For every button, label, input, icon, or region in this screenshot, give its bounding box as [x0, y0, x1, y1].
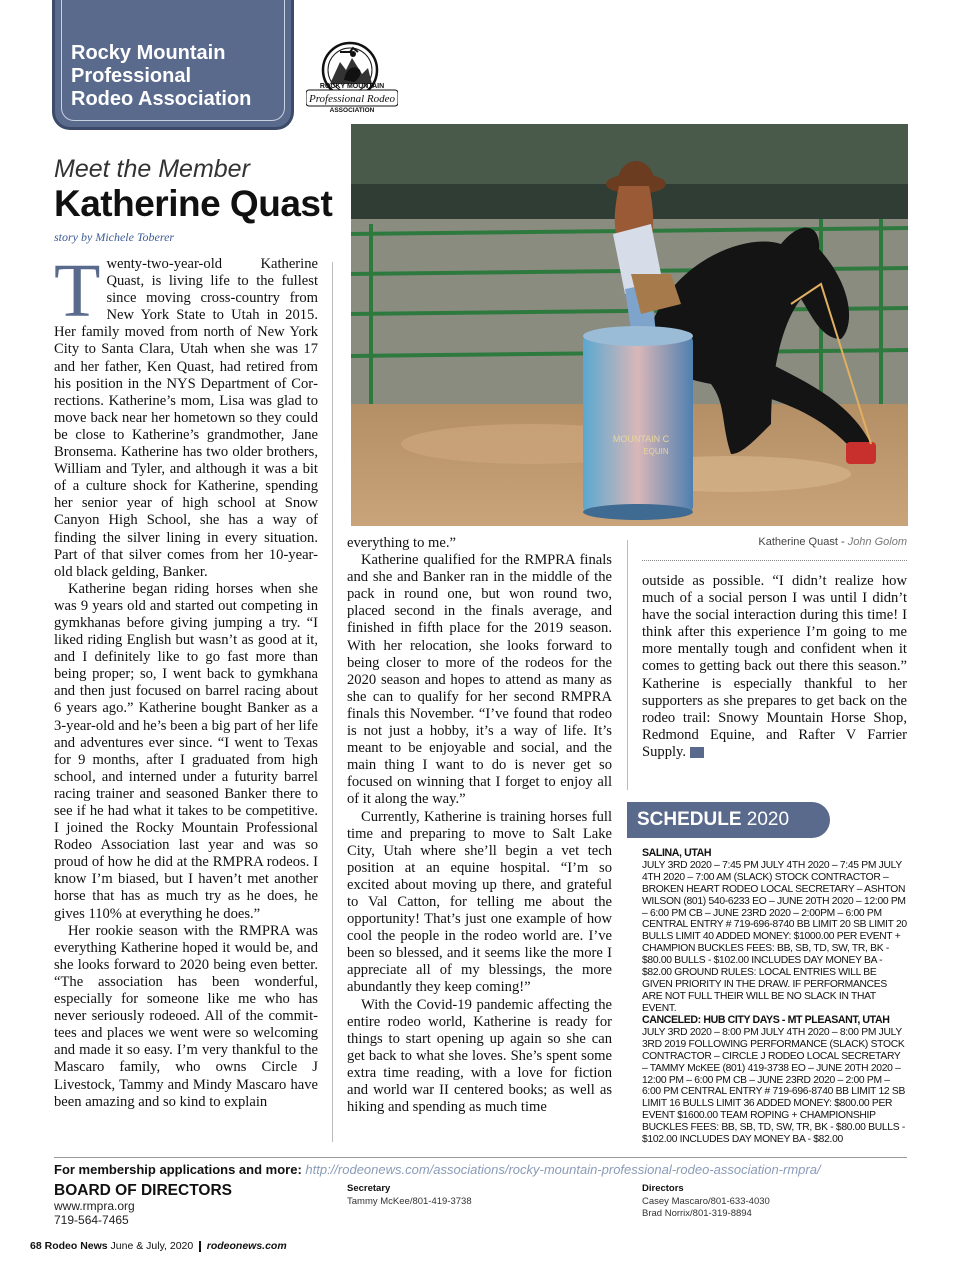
article-paragraph: With the Covid-19 pandemic affecting the entire rodeo world, Katherine is ready for things to start opening up again so she can get back to what she loves. She’s spent some extra time reading, with a love for fiction and world war II centered books; as well as hiking and spending as much time	[347, 996, 612, 1116]
directors-heading: Directors	[642, 1183, 684, 1194]
folio-separator	[199, 1241, 201, 1252]
membership-line	[54, 1162, 821, 1177]
membership-link[interactable]: http://rodeonews.com/associations/rocky-mountain-professional-rodeo-association-rmpra/	[305, 1162, 821, 1177]
website-link[interactable]: www.rmpra.org	[54, 1199, 135, 1213]
barrel-racing-photo	[351, 124, 908, 526]
secretary-column	[347, 1183, 472, 1208]
secretary-contact: Tammy McKee/801-419-3738	[347, 1195, 472, 1207]
magazine-name: Rodeo News	[44, 1240, 108, 1252]
schedule-heading	[627, 802, 830, 838]
page-folio	[30, 1240, 287, 1252]
board-contact	[54, 1200, 135, 1227]
event-heading: SALINA, UTAH	[642, 847, 712, 859]
barrel-text-1: MOUNTAIN C	[612, 434, 670, 444]
director-contact: Brad Norrix/801-319-8894	[642, 1208, 752, 1219]
article-paragraph	[54, 249, 318, 581]
article-column-1	[54, 249, 318, 1111]
schedule-event	[642, 1015, 907, 1146]
schedule-year: 2020	[746, 809, 790, 830]
logo-text-1: ROCKY MOUNTAIN	[319, 83, 385, 90]
schedule-title: SCHEDULE	[637, 809, 742, 830]
article-paragraph	[642, 573, 907, 761]
logo-text-2: Professional Rodeo	[308, 93, 396, 105]
association-name-line-3: Rodeo Association	[71, 88, 252, 110]
event-details: JULY 3RD 2020 – 8:00 PM JULY 4TH 2020 – 8:00 PM JULY 3RD 2019 FOLLOWING PERFORMANCE (SLACK) STOCK CONTRACTOR – CIRCLE J RODEO LOCAL SECRETARY – TAMMY McKEE (801) 419-3738 EO – JUNE 20TH 2020 – 12:00 PM – 6:00 PM CB – JUNE 23RD 2020 – 2:00 PM – 6:00 PM CENTRAL ENTRY # 719-696-8740 BB LIMIT 12 SB LIMIT 16 BULLS LIMIT 36 ADDED MONEY: $800.00 PER EVENT $1600.00 TEAM ROPING + CHAMPIONSHIP BUCKLES FEES: BB, SB, TD, SW, TR, BK - $80.00 BULLS - $102.00 INCLUDES DAY MONEY BA - $82.00	[642, 1026, 906, 1146]
logo-text-3: ASSOCIATION	[329, 107, 375, 114]
drop-cap: T	[54, 249, 101, 333]
barrel-text-2: EQUIN	[643, 447, 669, 456]
article-paragraph: Katherine qualified for the RMPRA finals and she and Banker ran in the middle of the pack in round one, but won round two, placed second in the finals average, and finished in fifth place for the 2019 season. With her relocation, she looks forward to being closer to more of the rodeos for the 2020 season and hopes to attend as many as she can to qualify for her second RMPRA finals this November. “I’ve found that rodeo is not just a hobby, it’s a way of life. It’s meant to be enjoyable and social, and the main thing I want to do is never get so focused on winning that I forget to enjoy all of it along the way.”	[347, 552, 612, 808]
end-mark-icon	[690, 747, 704, 758]
photo-credit: John Golom	[847, 536, 907, 548]
phone-number: 719-564-7465	[54, 1212, 129, 1227]
caption-text: Katherine Quast -	[758, 536, 848, 548]
event-details: JULY 3RD 2020 – 7:45 PM JULY 4TH 2020 – 7:45 PM JULY 4TH 2020 – 7:00 AM (SLACK) STOCK CONTRACTOR – BROKEN HEART RODEO LOCAL SECRETARY – ASHTON WILSON (801) 540-6233 EO – JUNE 20TH 2020 – 12:00 PM – 6:00 PM CB – JUNE 23RD 2020 – 2:00PM – 6:00 PM CENTRAL ENTRY # 719-696-8740 BB LIMIT 20 SB LIMIT 20 BULLS LIMIT 40 ADDED MONEY: $1000.00 PER EVENT + CHAMPION BUCKLES FEES: BB, SB, TD, SW, TR, BK - $80.00 BULLS - $102.00 INCLUDES DAY MONEY BA - $82.00 GROUND RULES: LOCAL ENTRIES WILL BE GIVEN PRIORITY IN THE DRAW. IF PERFORMANCES ARE NOT FULL THEIR WILL BE NO SLACK IN THAT EVENT.	[642, 859, 907, 1014]
article-paragraph: Her rookie season with the RMPRA was everything Katherine hoped it would be, and she looks forward to 2020 being even better. “The association has been wonderful, especially for someone like me who has never seriously rodeoed. All of the committees and places we went were so welcoming and made it so easy. I’m very thankful to the Mascaro family, who owns Circle J Livestock, Tammy and Mindy Mascaro have been amazing and so kind to explain	[54, 922, 318, 1110]
association-name	[71, 42, 251, 111]
secretary-heading: Secretary	[347, 1183, 391, 1194]
paragraph-text: outside as possible. “I didn’t realize how much of a social person I was until I didn’t have the social interaction during this time! I think after this experience I’m going to me more mentally tough and confident when it comes to getting back out there this season.” Katherine is especially thankful to her supporters as she prepares to get back on the rodeo trail: Snowy Mountain Horse Shop, Redmond Equine, and Rafter V Farrier Supply.	[642, 573, 907, 760]
article-paragraph: Katherine began riding horses when she was 9 years old and started out competing in gymkhanas before giving jumping a try. “I liked riding English but wasn’t as good at it, and I definitely like to go fast more than being proper; so, I went back to gymkhana and then just focused on barrel racing about 6 years ago.” Katherine bought Banker as a 3-year-old and he’s been a big part of her life and adventures ever since. “I went to Texas for 9 months, after I graduated from high school, and interned under a futurity barrel racing trainer and seasoned Banker there to see if he had what it takes to be competitive. I joined the Rocky Mountain Professional Rodeo Association last year and was so proud of how he did at the RMPRA rodeos. I know I’m biased, but I haven’t met another horse that has as much try as he does, he gives 110% at everything he does.”	[54, 580, 318, 922]
rmpra-logo	[306, 40, 398, 124]
article-byline: story by Michele Toberer	[54, 230, 175, 244]
photo-caption	[642, 536, 907, 561]
membership-label: For membership applications and more:	[54, 1162, 306, 1177]
event-heading: CANCELED: HUB CITY DAYS - MT PLEASANT, UTAH	[642, 1014, 890, 1026]
article-title: Katherine Quast	[54, 183, 333, 224]
schedule-event	[642, 848, 907, 1015]
association-header-tab	[52, 0, 294, 130]
page-number: 68	[30, 1240, 42, 1252]
association-name-line-2: Professional	[71, 65, 192, 87]
column-divider	[332, 262, 333, 1142]
magazine-site[interactable]: rodeonews.com	[206, 1240, 287, 1252]
association-name-line-1: Rocky Mountain	[71, 42, 226, 64]
board-of-directors-title: BOARD OF DIRECTORS	[54, 1182, 232, 1199]
director-contact: Casey Mascaro/801-633-4030	[642, 1195, 770, 1207]
article-paragraph: Currently, Katherine is training horses full time and preparing to move to Salt Lake City, Utah where she’ll begin a vet tech position at an equine hospital. “I’m so excited about moving up there, and grateful to Val Catton, for telling me about the opportunity! That’s just one example of how cool the people in the rodeo world are. I’ve been so blessed, and it seems like the more I appreciate all of my blessings, the more abundantly they keep coming!”	[347, 808, 612, 996]
article-paragraph: everything to me.”	[347, 535, 457, 551]
footer-divider	[54, 1157, 907, 1158]
paragraph-text: wenty-two-year-old Katherine Quast, is living life to the fullest since moving cross-country from New York State to Utah in 2015. Her family moved from north of New York City to Santa Clara, Utah when she was 17 and her father, Ken Quast, had retired from his position in the NYS Department of Corrections. Katherine’s mom, Lisa was glad to move back near her hometown so they could be close to Katherine’s grandmother, Jane Bronsema. Katherine has two older brothers, William and Tyler, and although it was a bit of a culture shock for Katherine, spending her senior year of high school at Snow Canyon High School, she has a way of finding the silver lining in every situation. Part of that silver comes from her 10-year-old black gelding, Banker.	[54, 256, 318, 580]
article-column-3	[642, 573, 907, 761]
article-column-2	[347, 535, 612, 1116]
article-kicker: Meet the Member	[54, 155, 250, 183]
issue-date: June & July, 2020	[110, 1240, 194, 1252]
column-divider	[627, 540, 628, 790]
directors-column	[642, 1183, 770, 1221]
